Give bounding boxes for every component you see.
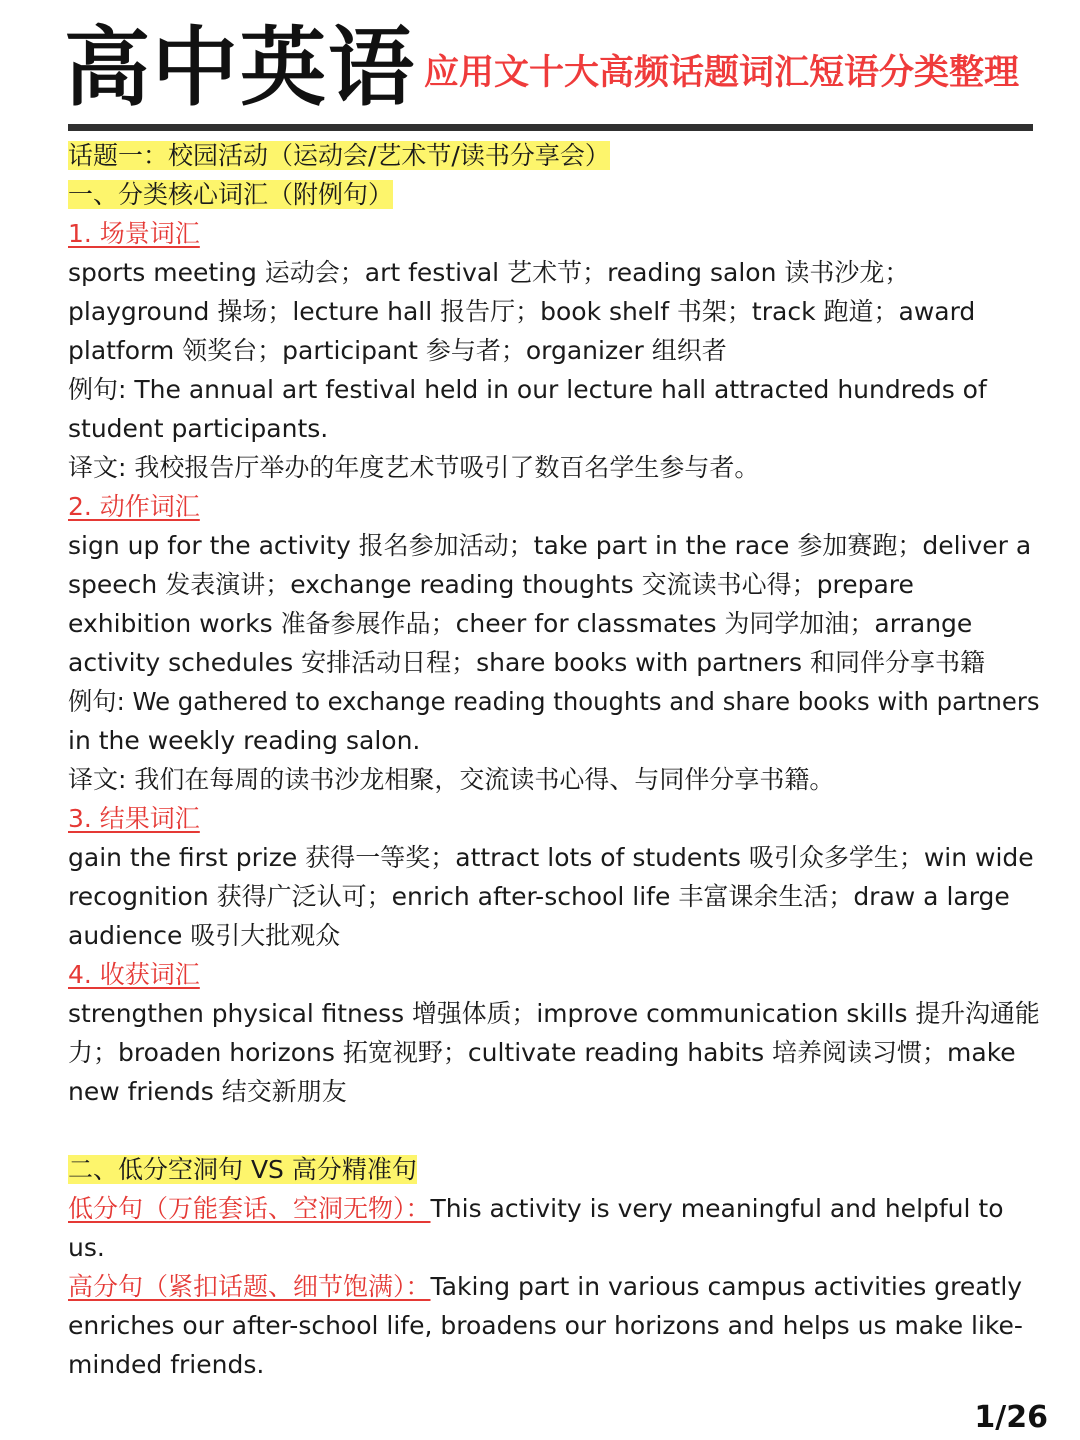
text-line: sign up for the activity 报名参加活动；take part in the race 参加赛跑；deliver a xyxy=(68,531,1032,560)
section-heading-vocabulary: 一、分类核心词汇（附例句） xyxy=(68,180,394,209)
translation-line: 译文: 我校报告厅举办的年度艺术节吸引了数百名学生参与者。 xyxy=(68,453,760,482)
example-line: in the weekly reading salon. xyxy=(68,726,421,755)
high-score-sentence xyxy=(68,1267,1040,1306)
topic-title: 话题一：校园活动（运动会/艺术节/读书分享会） xyxy=(68,141,610,170)
page-number: 1/26 xyxy=(974,1400,1048,1435)
low-score-label: 低分句（万能套话、空洞无物）： xyxy=(68,1194,431,1223)
text-line: strengthen physical fitness 增强体质；improve communication skills 提升沟通能 xyxy=(68,999,1040,1028)
text-line: platform 领奖台；participant 参与者；organizer 组织者 xyxy=(68,336,727,365)
sub-title: 应用文十大高频话题词汇短语分类整理 xyxy=(424,53,1020,93)
text-line: us. xyxy=(68,1233,105,1262)
group-heading-action: 2. 动作词汇 xyxy=(68,492,200,521)
text-line: audience 吸引大批观众 xyxy=(68,921,341,950)
main-title: 高中英语 xyxy=(64,18,416,118)
example-line: 例句: The annual art festival held in our lecture hall attracted hundreds of xyxy=(68,375,987,404)
text-line: recognition 获得广泛认可；enrich after-school life 丰富课余生活；draw a large xyxy=(68,882,1010,911)
spacer xyxy=(68,1111,1040,1150)
text-line: enriches our after-school life, broadens our horizons and helps us make like- xyxy=(68,1311,1023,1340)
page-header xyxy=(64,18,1074,118)
high-score-text: Taking part in various campus activities greatly xyxy=(430,1272,1023,1301)
example-line: 例句: We gathered to exchange reading thoughts and share books with partners xyxy=(68,687,1040,716)
high-score-label: 高分句（紧扣话题、细节饱满）： xyxy=(68,1272,431,1301)
translation-line: 译文: 我们在每周的读书沙龙相聚，交流读书心得、与同伴分享书籍。 xyxy=(68,765,835,794)
title-divider xyxy=(68,124,1033,131)
text-line: minded friends. xyxy=(68,1350,265,1379)
section-heading-comparison: 二、低分空洞句 VS 高分精准句 xyxy=(68,1155,417,1184)
document-body xyxy=(68,136,1040,1384)
text-line: new friends 结交新朋友 xyxy=(68,1077,347,1106)
group-heading-gain: 4. 收获词汇 xyxy=(68,960,200,989)
text-line: 力；broaden horizons 拓宽视野；cultivate reading habits 培养阅读习惯；make xyxy=(68,1038,1016,1067)
group-heading-result: 3. 结果词汇 xyxy=(68,804,200,833)
text-line: gain the first prize 获得一等奖；attract lots of students 吸引众多学生；win wide xyxy=(68,843,1034,872)
example-line: student participants. xyxy=(68,414,329,443)
text-line: playground 操场；lecture hall 报告厅；book shelf 书架；track 跑道；award xyxy=(68,297,976,326)
low-score-sentence xyxy=(68,1189,1040,1228)
text-line: sports meeting 运动会；art festival 艺术节；reading salon 读书沙龙； xyxy=(68,258,910,287)
text-line: speech 发表演讲；exchange reading thoughts 交流读书心得；prepare xyxy=(68,570,914,599)
group-heading-scene: 1. 场景词汇 xyxy=(68,219,200,248)
text-line: exhibition works 准备参展作品；cheer for classmates 为同学加油；arrange xyxy=(68,609,973,638)
low-score-text: This activity is very meaningful and helpful to xyxy=(430,1194,1004,1223)
text-line: activity schedules 安排活动日程；share books with partners 和同伴分享书籍 xyxy=(68,648,985,677)
